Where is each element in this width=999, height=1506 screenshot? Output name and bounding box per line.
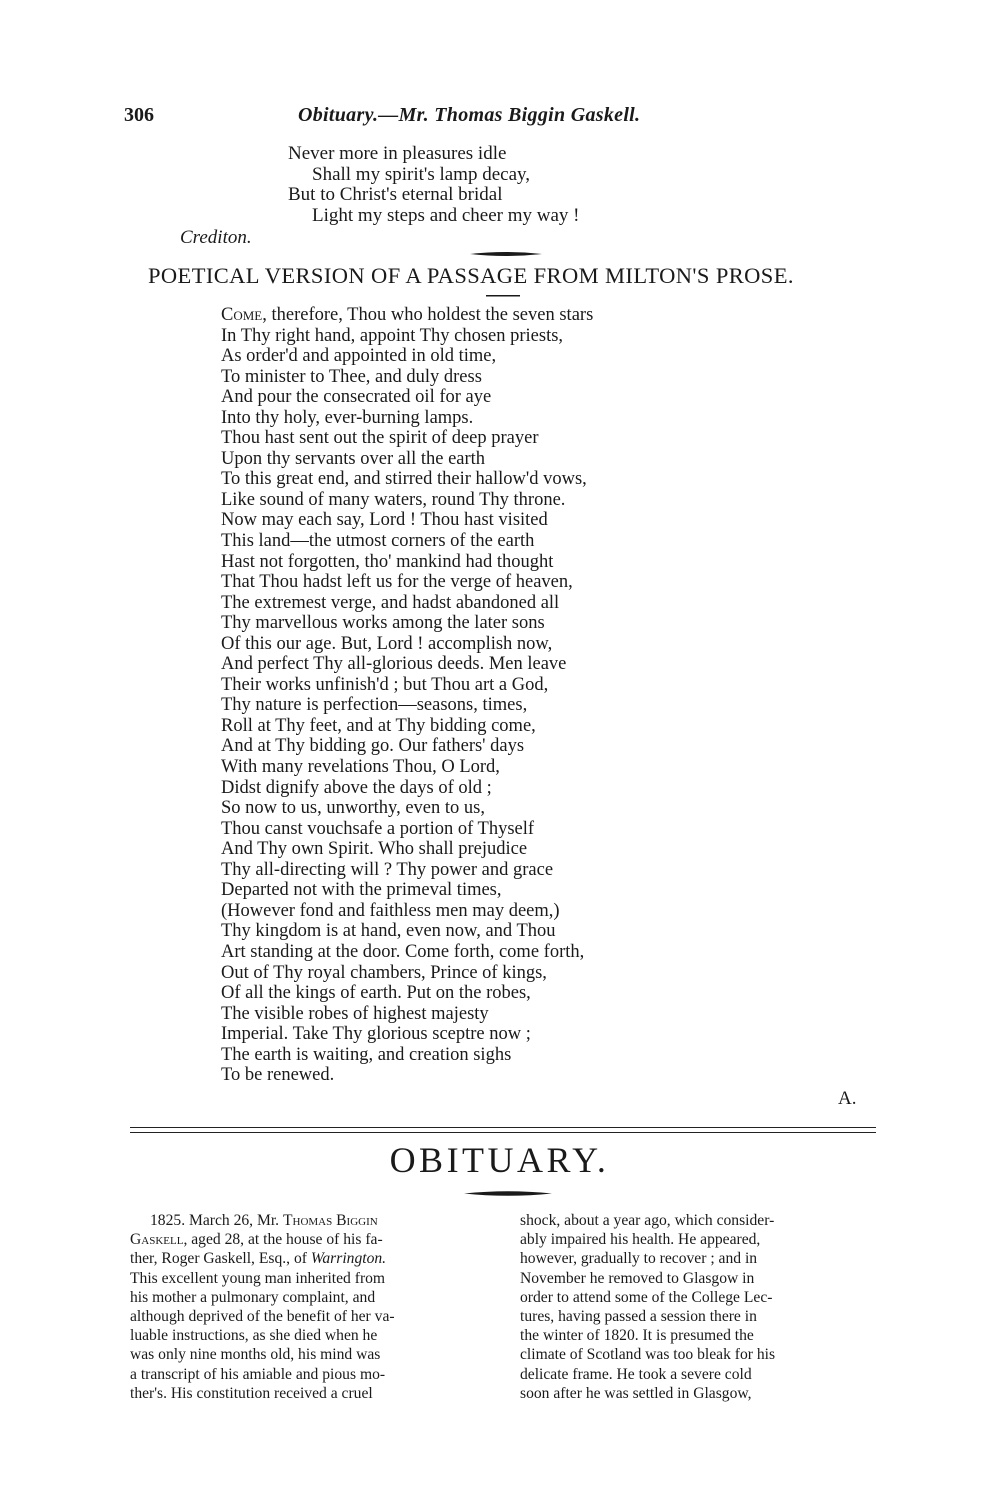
poem-line: Thy all-directing will ? Thy power and grace (221, 859, 554, 880)
obituary-line: however, gradually to recover ; and in (520, 1250, 758, 1268)
obituary-line: his mother a pulmonary complaint, and (130, 1288, 376, 1306)
poem-first-word: Come (221, 305, 263, 325)
obituary-date: 1825. March 26, Mr. (150, 1212, 280, 1229)
poem-line: The earth is waiting, and creation sighs (221, 1044, 512, 1065)
obituary-name: Thomas Biggin (282, 1212, 378, 1229)
obituary-line: a transcript of his amiable and pious mo- (130, 1365, 386, 1383)
poem-line: Roll at Thy feet, and at Thy bidding come, (221, 715, 536, 736)
obituary-line: soon after he was settled in Glasgow, (520, 1384, 752, 1402)
poem-line: Of this our age. But, Lord ! accomplish now, (221, 633, 553, 654)
obituary-line: the winter of 1820. It is presumed the (520, 1327, 754, 1345)
poem-first-line (221, 305, 593, 326)
poem-line: Thy kingdom is at hand, even now, and Thou (221, 921, 556, 942)
poem-first-line-rest: , therefore, Thou who holdest the seven stars (262, 305, 594, 325)
running-head: Obituary.—Mr. Thomas Biggin Gaskell. (298, 104, 641, 126)
short-rule-icon (486, 294, 520, 298)
divider-rule-top (130, 1127, 876, 1128)
poem-line: The extremest verge, and hadst abandoned all (221, 592, 560, 613)
poem-line: And at Thy bidding go. Our fathers' days (221, 736, 525, 757)
poem-line: So now to us, unworthy, even to us, (221, 798, 485, 819)
poem-line: Didst dignify above the days of old ; (221, 777, 492, 798)
obituary-line: ably impaired his health. He appeared, (520, 1231, 761, 1249)
obituary-heading: OBITUARY. (389, 1140, 610, 1180)
poem-line: To this great end, and stirred their hallow'd vows, (221, 469, 587, 490)
poem-line: (However fond and faithless men may deem,) (221, 900, 560, 921)
obituary-line: delicate frame. He took a severe cold (520, 1365, 752, 1383)
hymn-line: But to Christ's eternal bridal (288, 184, 503, 205)
poem-title: POETICAL VERSION OF A PASSAGE FROM MILTON'S PROSE. (148, 263, 794, 288)
poem-line: Into thy holy, ever-burning lamps. (221, 407, 474, 428)
poem-line: Thy nature is perfection—seasons, times, (221, 695, 528, 716)
poem-line: To minister to Thee, and duly dress (221, 366, 482, 387)
poem-line: Imperial. Take Thy glorious sceptre now ; (221, 1024, 531, 1045)
obituary-surname: Gaskell (130, 1231, 184, 1249)
poem-line: This land—the utmost corners of the earth (221, 531, 535, 552)
obituary-line (130, 1230, 496, 1249)
obituary-left-column (130, 1211, 496, 1403)
poem-signature: A. (838, 1088, 857, 1109)
hymn-fragment (288, 144, 580, 226)
poem-line: Thy marvellous works among the later sons (221, 613, 545, 634)
poem-line: Departed not with the primeval times, (221, 880, 502, 901)
obituary-line: November he removed to Glasgow in (520, 1269, 755, 1287)
obituary-line: order to attend some of the College Lec- (520, 1288, 773, 1306)
poem-body (221, 305, 593, 1086)
hymn-line: Never more in pleasures idle (288, 143, 507, 164)
ornamental-dash-icon (464, 1189, 552, 1198)
poem-line: In Thy right hand, appoint Thy chosen priests, (221, 325, 564, 346)
divider-rule-bottom (130, 1132, 876, 1133)
poem-line: As order'd and appointed in old time, (221, 346, 497, 367)
poem-line: Thou hast sent out the spirit of deep prayer (221, 428, 539, 449)
obituary-line: was only nine months old, his mind was (130, 1346, 381, 1364)
hymn-line: Light my steps and cheer my way ! (312, 204, 580, 226)
page-number: 306 (124, 104, 154, 126)
poem-line: Hast not forgotten, tho' mankind had thought (221, 551, 554, 572)
poem-line: Like sound of many waters, round Thy throne. (221, 489, 566, 510)
obituary-place: Warrington. (310, 1250, 387, 1268)
poem-line: Thou canst vouchsafe a portion of Thyself (221, 818, 535, 839)
obituary-line: ther's. His constitution received a cruel (130, 1384, 373, 1402)
poem-line: And pour the consecrated oil for aye (221, 387, 492, 408)
obituary-text: ther, Roger Gaskell, Esq., of (130, 1250, 311, 1268)
obituary-line (130, 1249, 496, 1268)
poem-line: The visible robes of highest majesty (221, 1003, 489, 1024)
poem-line: And Thy own Spirit. Who shall prejudice (221, 839, 528, 860)
obituary-line: luable instructions, as she died when he (130, 1327, 378, 1345)
obituary-line: although deprived of the benefit of her va- (130, 1308, 395, 1326)
ornamental-dash-icon (470, 250, 542, 258)
obituary-line: This excellent young man inherited from (130, 1269, 386, 1287)
poem-line: To be renewed. (221, 1065, 335, 1086)
hymn-line: Shall my spirit's lamp decay, (312, 163, 531, 185)
obituary-line: climate of Scotland was too bleak for his (520, 1346, 776, 1364)
obituary-line: tures, having passed a session there in (520, 1308, 757, 1326)
poem-line: Art standing at the door. Come forth, come forth, (221, 941, 585, 962)
poem-line: Of all the kings of earth. Put on the robes, (221, 983, 531, 1004)
hymn-place: Crediton. (180, 227, 252, 248)
poem-line: And perfect Thy all-glorious deeds. Men leave (221, 654, 567, 675)
poem-line: That Thou hadst left us for the verge of heaven, (221, 572, 573, 593)
poem-line: Out of Thy royal chambers, Prince of kings, (221, 962, 547, 983)
poem-line: With many revelations Thou, O Lord, (221, 757, 500, 778)
poem-line: Upon thy servants over all the earth (221, 448, 486, 469)
obituary-line: shock, about a year ago, which consider- (520, 1212, 775, 1229)
obituary-text: , aged 28, at the house of his fa- (183, 1231, 383, 1249)
obituary-right-column (520, 1211, 886, 1403)
poem-line: Their works unfinish'd ; but Thou art a God, (221, 674, 549, 695)
poem-line: Now may each say, Lord ! Thou hast visited (221, 510, 548, 531)
obituary-line (130, 1211, 496, 1230)
